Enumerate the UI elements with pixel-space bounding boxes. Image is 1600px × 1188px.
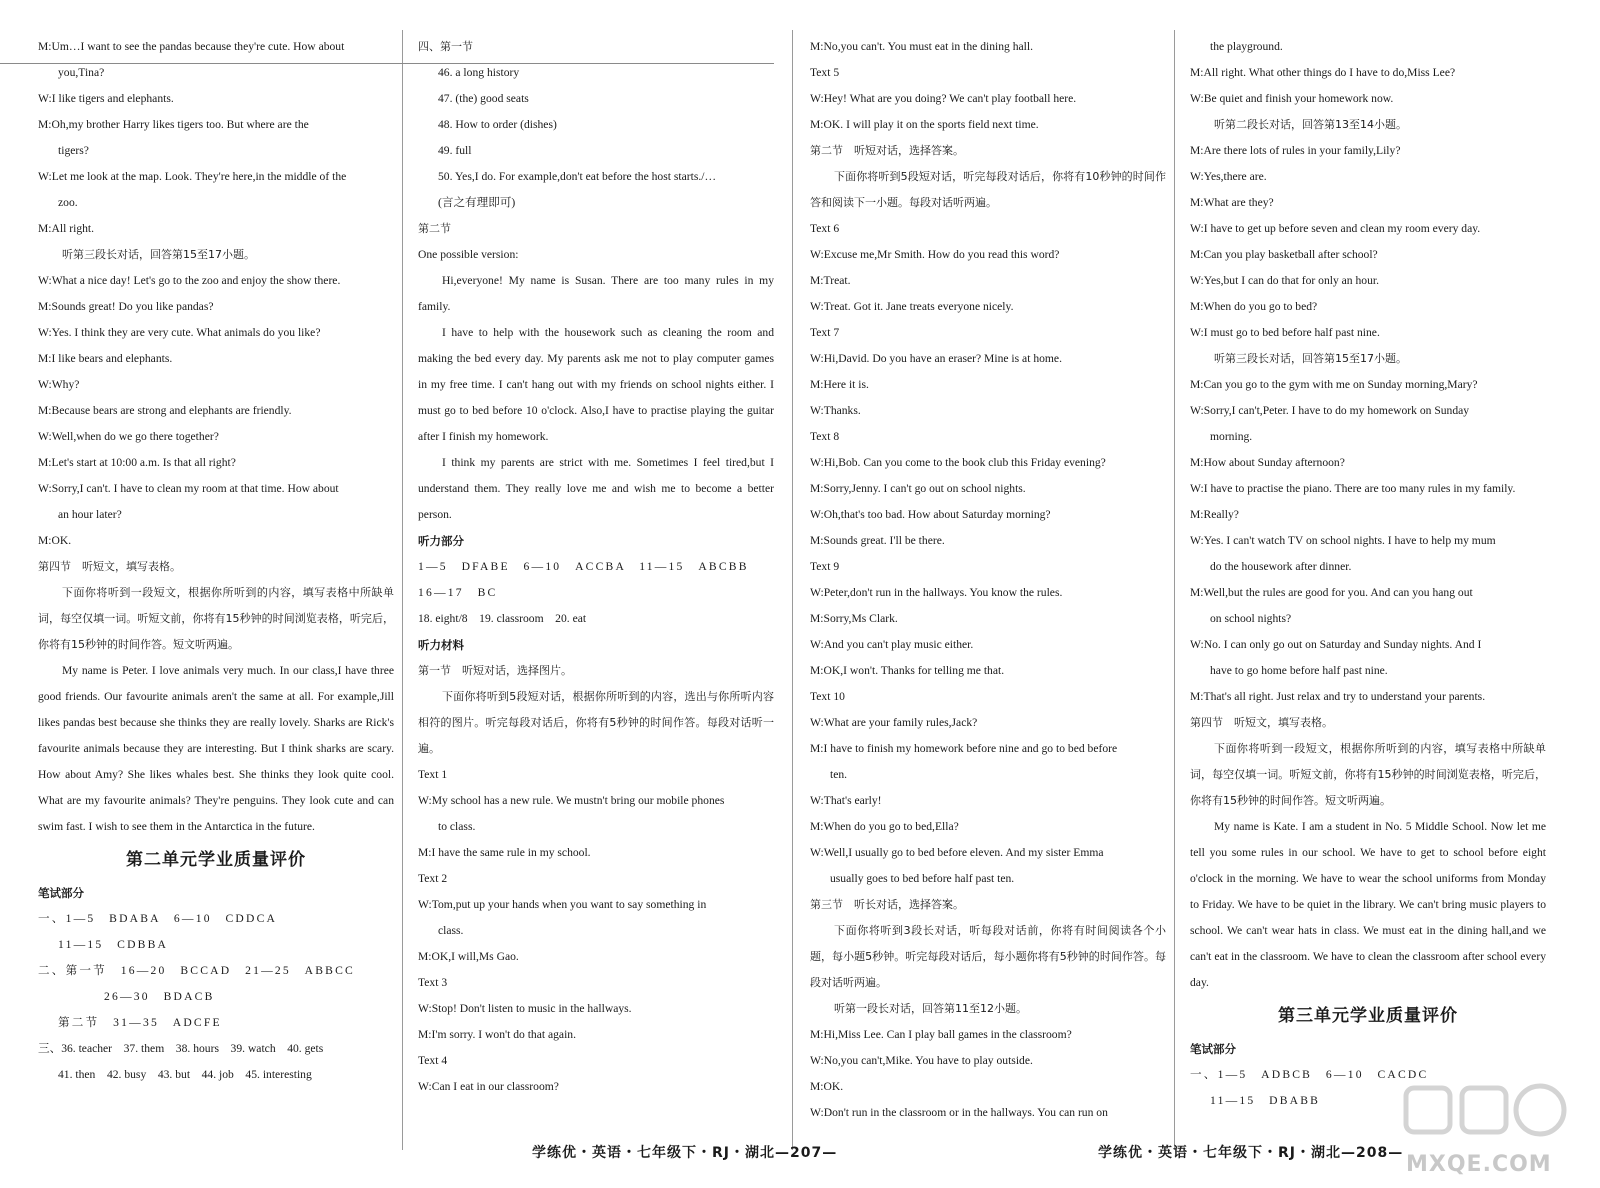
text-line: W:I have to get up before seven and clean my room every day. xyxy=(1190,222,1481,235)
text-line: M:When do you go to bed? xyxy=(1190,300,1318,313)
text-line: W:I like tigers and elephants. xyxy=(38,92,174,105)
text-line: 听第一段长对话，回答第11至12小题。 xyxy=(834,1002,1027,1015)
text-line: Hi,everyone! My name is Susan. There are too many rules in my family. xyxy=(418,274,774,313)
text-line: M:I'm sorry. I won't do that again. xyxy=(418,1028,576,1041)
text-line: M:Well,but the rules are good for you. And can you hang out xyxy=(1190,586,1473,599)
text-line: M:When do you go to bed,Ella? xyxy=(810,820,959,833)
text-line: 下面你将听到5段短对话，听完每段对话后，你将有10秒钟的时间作答和阅读下一小题。每段对话听两遍。 xyxy=(810,170,1166,209)
text-line: 三、36. teacher 37. them 38. hours 39. watch 40. gets xyxy=(38,1042,324,1055)
text-line: 26—30 BDACB xyxy=(104,990,215,1003)
text-line: (言之有理即可) xyxy=(438,196,516,209)
text-line: M:I like bears and elephants. xyxy=(38,352,173,365)
text-line: W:Well,when do we go there together? xyxy=(38,430,219,443)
text-line: M:I have the same rule in my school. xyxy=(418,846,591,859)
text-line: One possible version: xyxy=(418,248,519,261)
text-line: M:OK. xyxy=(810,1080,844,1093)
text-line: My name is Peter. I love animals very much. In our class,I have three good friends. Our favourite animals aren't the same at all. For example,Jill likes pandas best because she thinks they are really lovely. Sharks are Rick's favourite animals because they are interesting. But I think sharks are scary. How about Amy? She likes whales best. She thinks they look quite cool. What are my favourite animals? They're penguins. They look cute and can swim fast. I wish to see them in the Antarctica in the future. xyxy=(38,664,394,833)
text-line: 四、第一节 xyxy=(418,40,473,53)
text-line: 第二节 31—35 ADCFE xyxy=(58,1016,222,1029)
text-line: Text 10 xyxy=(810,690,845,703)
text-line: M:All right. xyxy=(38,222,95,235)
text-line: 下面你将听到一段短文，根据你所听到的内容，填写表格中所缺单词，每空仅填一词。听短文前，你将有15秒钟的时间浏览表格，听完后，你将有15秒钟的时间作答。短文听两遍。 xyxy=(38,586,394,651)
text-line: 16—17 BC xyxy=(418,586,498,599)
text-line: 一、1—5 ADBCB 6—10 CACDC xyxy=(1190,1068,1429,1081)
text-line: M:Here it is. xyxy=(810,378,869,391)
text-line: M:Are there lots of rules in your family,Lily? xyxy=(1190,144,1401,157)
text-line: you,Tina? xyxy=(58,66,105,79)
watermark-text: MXQE.COM xyxy=(1406,1152,1552,1177)
text-line: 18. eight/8 19. classroom 20. eat xyxy=(418,612,587,625)
text-line: 二、第一节 16—20 BCCAD 21—25 ABBCC xyxy=(38,964,355,977)
text-line: have to go home before half past nine. xyxy=(1210,664,1388,677)
text-line: W:Hi,Bob. Can you come to the book club this Friday evening? xyxy=(810,456,1106,469)
text-line: I have to help with the housework such as cleaning the room and making the bed every day. My parents ask me not to play computer games in my free time. I can't hang out with my friends on school nights either. I must go to bed before 10 o'clock. Also,I have to practise playing the guitar after I finish my homework. xyxy=(418,326,774,443)
text-line: W:Stop! Don't listen to music in the hallways. xyxy=(418,1002,632,1015)
text-line: M:OK,I will,Ms Gao. xyxy=(418,950,519,963)
text-line: W:No,you can't,Mike. You have to play outside. xyxy=(810,1054,1033,1067)
text-line: 11—15 DBABB xyxy=(1210,1094,1321,1107)
text-line: 下面你将听到5段短对话，根据你所听到的内容，选出与你所听内容相符的图片。听完每段对话后，你将有5秒钟的时间作答。每段对话听一遍。 xyxy=(418,690,774,755)
text-line: W:Let me look at the map. Look. They're here,in the middle of the xyxy=(38,170,347,183)
text-line: I think my parents are strict with me. Sometimes I feel tired,but I understand them. They really love me and wish me to become a better person. xyxy=(418,456,774,521)
text-line: do the housework after dinner. xyxy=(1210,560,1352,573)
text-line: W:I have to practise the piano. There are too many rules in my family. xyxy=(1190,482,1516,495)
text-line: an hour later? xyxy=(58,508,122,521)
text-line: W:That's early! xyxy=(810,794,882,807)
column-3 xyxy=(810,34,1166,1126)
column-divider-2 xyxy=(792,30,793,1150)
text-line: W:Tom,put up your hands when you want to say something in xyxy=(418,898,707,911)
page-footer-left: 学练优・英语・七年级下・RJ・湖北—207— xyxy=(532,1145,838,1161)
text-line: W:Oh,that's too bad. How about Saturday morning? xyxy=(810,508,1051,521)
text-line: morning. xyxy=(1210,430,1253,443)
text-line: tigers? xyxy=(58,144,89,157)
column-1 xyxy=(38,34,394,1088)
text-line: 第四节 听短文，填写表格。 xyxy=(1190,716,1333,729)
text-line: W:Be quiet and finish your homework now. xyxy=(1190,92,1394,105)
column-4 xyxy=(1190,34,1546,1114)
text-line: 第二节 听短对话，选择答案。 xyxy=(810,144,964,157)
text-line: usually goes to bed before half past ten. xyxy=(830,872,1015,885)
text-line: 听第二段长对话，回答第13至14小题。 xyxy=(1214,118,1407,131)
text-line: W:And you can't play music either. xyxy=(810,638,974,651)
text-line: Text 4 xyxy=(418,1054,448,1067)
text-line: M:Um…I want to see the pandas because they're cute. How about xyxy=(38,40,345,53)
column-divider-1 xyxy=(402,30,403,1150)
text-line: M:Really? xyxy=(1190,508,1239,521)
text-line: 笔试部分 xyxy=(1190,1042,1236,1056)
text-line: 第三节 听长对话，选择答案。 xyxy=(810,898,964,911)
text-line: the playground. xyxy=(1210,40,1283,53)
text-line: M:Because bears are strong and elephants are friendly. xyxy=(38,404,292,417)
text-line: 下面你将听到一段短文，根据你所听到的内容，填写表格中所缺单词，每空仅填一词。听短文前，你将有15秒钟的时间浏览表格，听完后，你将有15秒钟的时间作答。短文听两遍。 xyxy=(1190,742,1546,807)
text-line: M:I have to finish my homework before nine and go to bed before xyxy=(810,742,1118,755)
section-heading: 第三单元学业质量评价 xyxy=(1278,1006,1458,1026)
text-line: 笔试部分 xyxy=(38,886,84,900)
text-line: M:OK. I will play it on the sports field next time. xyxy=(810,118,1039,131)
text-line: W:Yes,there are. xyxy=(1190,170,1267,183)
text-line: M:Can you play basketball after school? xyxy=(1190,248,1378,261)
text-line: W:Yes,but I can do that for only an hour. xyxy=(1190,274,1380,287)
text-line: W:Thanks. xyxy=(810,404,861,417)
text-line: Text 1 xyxy=(418,768,448,781)
text-line: Text 3 xyxy=(418,976,448,989)
text-line: 第二节 xyxy=(418,222,451,235)
text-line: M:How about Sunday afternoon? xyxy=(1190,456,1345,469)
text-line: Text 5 xyxy=(810,66,840,79)
text-line: M:Sounds great. I'll be there. xyxy=(810,534,945,547)
text-line: M:Sounds great! Do you like pandas? xyxy=(38,300,214,313)
text-line: M:Sorry,Ms Clark. xyxy=(810,612,898,625)
text-line: M:Treat. xyxy=(810,274,851,287)
text-line: 50. Yes,I do. For example,don't eat before the host starts./… xyxy=(438,170,717,183)
text-line: 下面你将听到3段长对话，听每段对话前，你将有时间阅读各个小题，每小题5秒钟。听完每段对话后，每小题你将有5秒钟的时间作答。每段对话听两遍。 xyxy=(810,924,1166,989)
text-line: W:Sorry,I can't. I have to clean my room at that time. How about xyxy=(38,482,339,495)
text-line: to class. xyxy=(438,820,476,833)
column-2 xyxy=(418,34,774,1100)
text-line: M:OK,I won't. Thanks for telling me that. xyxy=(810,664,1005,677)
text-line: W:No. I can only go out on Saturday and Sunday nights. And I xyxy=(1190,638,1482,651)
text-line: 听第三段长对话，回答第15至17小题。 xyxy=(62,248,255,261)
text-line: 第四节 听短文，填写表格。 xyxy=(38,560,181,573)
text-line: M:OK. xyxy=(38,534,72,547)
text-line: W:I must go to bed before half past nine. xyxy=(1190,326,1380,339)
text-line: M:No,you can't. You must eat in the dining hall. xyxy=(810,40,1034,53)
text-line: W:Peter,don't run in the hallways. You know the rules. xyxy=(810,586,1063,599)
text-line: W:Hi,David. Do you have an eraser? Mine is at home. xyxy=(810,352,1062,365)
page-footer-right: 学练优・英语・七年级下・RJ・湖北—208— xyxy=(1098,1145,1404,1161)
text-line: ten. xyxy=(830,768,848,781)
text-line: W:Hey! What are you doing? We can't play football here. xyxy=(810,92,1077,105)
text-line: My name is Kate. I am a student in No. 5 Middle School. Now let me tell you some rules in our school. We have to get to school before eight o'clock in the morning. We have to wear the school uniforms from Monday to Friday. We have to be quiet in the library. We can't bring music players to school. We can't wear hats in class. We must eat in the dining hall,and we can't eat in the classroom. We have to clean the classroom after school every day. xyxy=(1190,820,1546,989)
text-line: Text 6 xyxy=(810,222,840,235)
text-line: M:Can you go to the gym with me on Sunday morning,Mary? xyxy=(1190,378,1478,391)
text-line: M:Oh,my brother Harry likes tigers too. But where are the xyxy=(38,118,309,131)
text-line: Text 2 xyxy=(418,872,448,885)
text-line: W:Why? xyxy=(38,378,80,391)
text-line: on school nights? xyxy=(1210,612,1292,625)
text-line: zoo. xyxy=(58,196,78,209)
text-line: M:What are they? xyxy=(1190,196,1274,209)
text-line: 41. then 42. busy 43. but 44. job 45. interesting xyxy=(58,1068,312,1081)
text-line: W:Can I eat in our classroom? xyxy=(418,1080,559,1093)
text-line: M:Hi,Miss Lee. Can I play ball games in the classroom? xyxy=(810,1028,1072,1041)
text-line: W:Don't run in the classroom or in the hallways. You can run on xyxy=(810,1106,1108,1119)
text-line: 48. How to order (dishes) xyxy=(438,118,557,131)
text-line: W:Excuse me,Mr Smith. How do you read this word? xyxy=(810,248,1060,261)
text-line: 听第三段长对话，回答第15至17小题。 xyxy=(1214,352,1407,365)
text-line: 听力材料 xyxy=(418,638,464,652)
text-line: M:Sorry,Jenny. I can't go out on school nights. xyxy=(810,482,1026,495)
section-heading: 第二单元学业质量评价 xyxy=(126,850,306,870)
text-line: W:What are your family rules,Jack? xyxy=(810,716,978,729)
text-line: W:What a nice day! Let's go to the zoo and enjoy the show there. xyxy=(38,274,341,287)
text-line: W:Yes. I think they are very cute. What animals do you like? xyxy=(38,326,321,339)
text-line: 49. full xyxy=(438,144,472,157)
text-line: W:Well,I usually go to bed before eleven. And my sister Emma xyxy=(810,846,1104,859)
column-divider-3 xyxy=(1174,30,1175,1150)
text-line: 46. a long history xyxy=(438,66,520,79)
text-line: W:My school has a new rule. We mustn't bring our mobile phones xyxy=(418,794,725,807)
text-line: 47. (the) good seats xyxy=(438,92,529,105)
text-line: W:Yes. I can't watch TV on school nights. I have to help my mum xyxy=(1190,534,1496,547)
text-line: M:All right. What other things do I have to do,Miss Lee? xyxy=(1190,66,1456,79)
text-line: 听力部分 xyxy=(418,534,464,548)
text-line: class. xyxy=(438,924,464,937)
text-line: 1—5 DFABE 6—10 ACCBA 11—15 ABCBB xyxy=(418,560,749,573)
text-line: M:Let's start at 10:00 a.m. Is that all right? xyxy=(38,456,236,469)
text-line: Text 9 xyxy=(810,560,840,573)
text-line: 第一节 听短对话，选择图片。 xyxy=(418,664,572,677)
text-line: M:That's all right. Just relax and try to understand your parents. xyxy=(1190,690,1486,703)
text-line: Text 8 xyxy=(810,430,840,443)
text-line: 一、1—5 BDABA 6—10 CDDCA xyxy=(38,912,278,925)
text-line: Text 7 xyxy=(810,326,840,339)
text-line: 11—15 CDBBA xyxy=(58,938,169,951)
text-line: W:Treat. Got it. Jane treats everyone nicely. xyxy=(810,300,1014,313)
text-line: W:Sorry,I can't,Peter. I have to do my homework on Sunday xyxy=(1190,404,1470,417)
